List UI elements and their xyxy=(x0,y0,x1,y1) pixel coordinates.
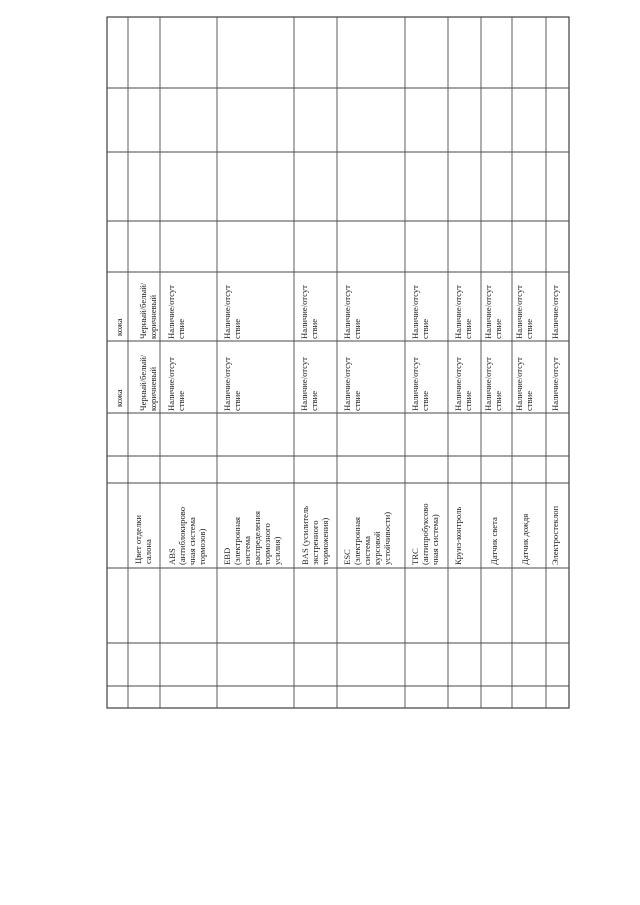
svg-text:ствие: ствие xyxy=(352,390,362,411)
svg-text:Наличие/отсут: Наличие/отсут xyxy=(514,357,524,411)
cell-esc-presence-1 xyxy=(342,357,362,411)
svg-text:Наличие/отсут: Наличие/отсут xyxy=(550,285,560,339)
svg-text:ствие: ствие xyxy=(309,390,319,411)
svg-text:Наличие/отсут: Наличие/отсут xyxy=(410,285,420,339)
svg-text:тормозного: тормозного xyxy=(262,523,272,565)
svg-text:Электростеклоп: Электростеклоп xyxy=(550,505,560,565)
cell-feature-bas xyxy=(300,506,330,565)
cell-feature-trc xyxy=(410,503,440,565)
color-options-2-line2: коричневый xyxy=(148,294,158,339)
svg-text:курсовой: курсовой xyxy=(372,531,382,565)
svg-text:ствие: ствие xyxy=(232,318,242,339)
cell-window-presence-2 xyxy=(550,285,560,339)
svg-text:(антипробуксово: (антипробуксово xyxy=(420,503,430,565)
material-2: кожа xyxy=(114,318,124,336)
svg-text:чная система): чная система) xyxy=(430,514,440,565)
cell-color-options-2 xyxy=(138,282,158,339)
cell-feature-abs xyxy=(167,507,207,565)
cell-feature-light-sensor xyxy=(489,517,499,565)
svg-text:Наличие/отсут: Наличие/отсут xyxy=(222,357,232,411)
svg-text:Наличие/отсут: Наличие/отсут xyxy=(550,357,560,411)
cell-material-1 xyxy=(114,389,124,407)
table-grid xyxy=(107,17,569,708)
svg-text:Наличие/отсут: Наличие/отсут xyxy=(483,357,493,411)
svg-text:ствие: ствие xyxy=(420,390,430,411)
svg-text:Наличие/отсут: Наличие/отсут xyxy=(483,285,493,339)
svg-text:Наличие/отсут: Наличие/отсут xyxy=(342,357,352,411)
svg-text:Наличие/отсут: Наличие/отсут xyxy=(166,285,176,339)
color-options-1-line1: Черный/белый/ xyxy=(138,354,148,411)
cell-cruise-presence-2 xyxy=(453,285,473,339)
svg-text:ствие: ствие xyxy=(524,390,534,411)
cell-trc-presence-1 xyxy=(410,357,430,411)
trim-color-line2: салона xyxy=(143,539,153,564)
svg-text:Наличие/отсут: Наличие/отсут xyxy=(514,285,524,339)
svg-text:система: система xyxy=(362,536,372,565)
svg-text:Наличие/отсут: Наличие/отсут xyxy=(410,357,420,411)
cell-abs-presence-1 xyxy=(166,357,186,411)
svg-text:EBD: EBD xyxy=(222,547,232,565)
svg-text:ствие: ствие xyxy=(463,390,473,411)
svg-text:усилия): усилия) xyxy=(272,536,282,565)
svg-text:устойчивости): устойчивости) xyxy=(382,511,392,565)
material-1: кожа xyxy=(114,389,124,407)
svg-text:Наличие/отсут: Наличие/отсут xyxy=(166,357,176,411)
svg-text:(электронная: (электронная xyxy=(352,517,362,565)
cell-feature-ebd xyxy=(222,511,282,565)
svg-text:Наличие/отсут: Наличие/отсут xyxy=(299,285,309,339)
svg-text:ствие: ствие xyxy=(524,318,534,339)
abs-line4: тормозов) xyxy=(197,528,207,565)
cell-esc-presence-2 xyxy=(342,285,362,339)
svg-text:ствие: ствие xyxy=(463,318,473,339)
cell-bas-presence-2 xyxy=(299,285,319,339)
abs-line3: чная система xyxy=(187,517,197,565)
cell-window-presence-1 xyxy=(550,357,560,411)
svg-text:экстренного: экстренного xyxy=(310,520,320,565)
color-options-2-line1: Черный/белый/ xyxy=(138,282,148,339)
cell-rain-presence-2 xyxy=(514,285,534,339)
svg-text:система: система xyxy=(242,536,252,565)
abs-line2: (антиблокирово xyxy=(177,506,187,565)
cell-light-presence-2 xyxy=(483,285,503,339)
svg-text:ствие: ствие xyxy=(420,318,430,339)
svg-text:ствие: ствие xyxy=(176,390,186,411)
svg-text:Наличие/отсут: Наличие/отсут xyxy=(222,285,232,339)
svg-text:ESC: ESC xyxy=(342,549,352,565)
trim-color-line1: Цвет отделки xyxy=(133,514,143,564)
cell-abs-presence-2 xyxy=(166,285,186,339)
svg-text:BAS (усилитель: BAS (усилитель xyxy=(300,505,310,565)
svg-text:(электронная: (электронная xyxy=(232,517,242,565)
color-options-1-line2: коричневый xyxy=(148,366,158,411)
svg-text:Наличие/отсут: Наличие/отсут xyxy=(453,357,463,411)
cell-trc-presence-2 xyxy=(410,285,430,339)
cell-light-presence-1 xyxy=(483,357,503,411)
svg-text:ствие: ствие xyxy=(493,390,503,411)
svg-text:Наличие/отсут: Наличие/отсут xyxy=(299,357,309,411)
svg-text:ствие: ствие xyxy=(309,318,319,339)
cell-feature-trim-color xyxy=(133,515,153,564)
cell-bas-presence-1 xyxy=(299,357,319,411)
svg-text:торможения): торможения) xyxy=(320,517,330,565)
svg-text:ствие: ствие xyxy=(176,318,186,339)
cell-feature-power-windows xyxy=(550,505,560,565)
cruise-label: Круиз-контроль xyxy=(453,506,463,565)
abs-line1: ABS xyxy=(167,548,177,565)
cell-ebd-presence-1 xyxy=(222,357,242,411)
svg-text:распределения: распределения xyxy=(252,511,262,565)
cell-feature-esc xyxy=(342,512,392,565)
cell-ebd-presence-2 xyxy=(222,285,242,339)
svg-text:ствие: ствие xyxy=(352,318,362,339)
svg-text:TRC: TRC xyxy=(410,548,420,565)
svg-text:ствие: ствие xyxy=(232,390,242,411)
light-sensor-label: Датчик света xyxy=(489,517,499,565)
cell-rain-presence-1 xyxy=(514,357,534,411)
cell-cruise-presence-1 xyxy=(453,357,473,411)
svg-text:Наличие/отсут: Наличие/отсут xyxy=(453,285,463,339)
svg-text:Наличие/отсут: Наличие/отсут xyxy=(342,285,352,339)
cell-feature-rain-sensor xyxy=(520,514,530,565)
rain-sensor-label: Датчик дождя xyxy=(520,513,530,565)
cell-feature-cruise xyxy=(453,507,463,565)
cell-color-options-1 xyxy=(138,354,158,411)
cell-material-2 xyxy=(114,318,124,336)
svg-text:ствие: ствие xyxy=(493,318,503,339)
